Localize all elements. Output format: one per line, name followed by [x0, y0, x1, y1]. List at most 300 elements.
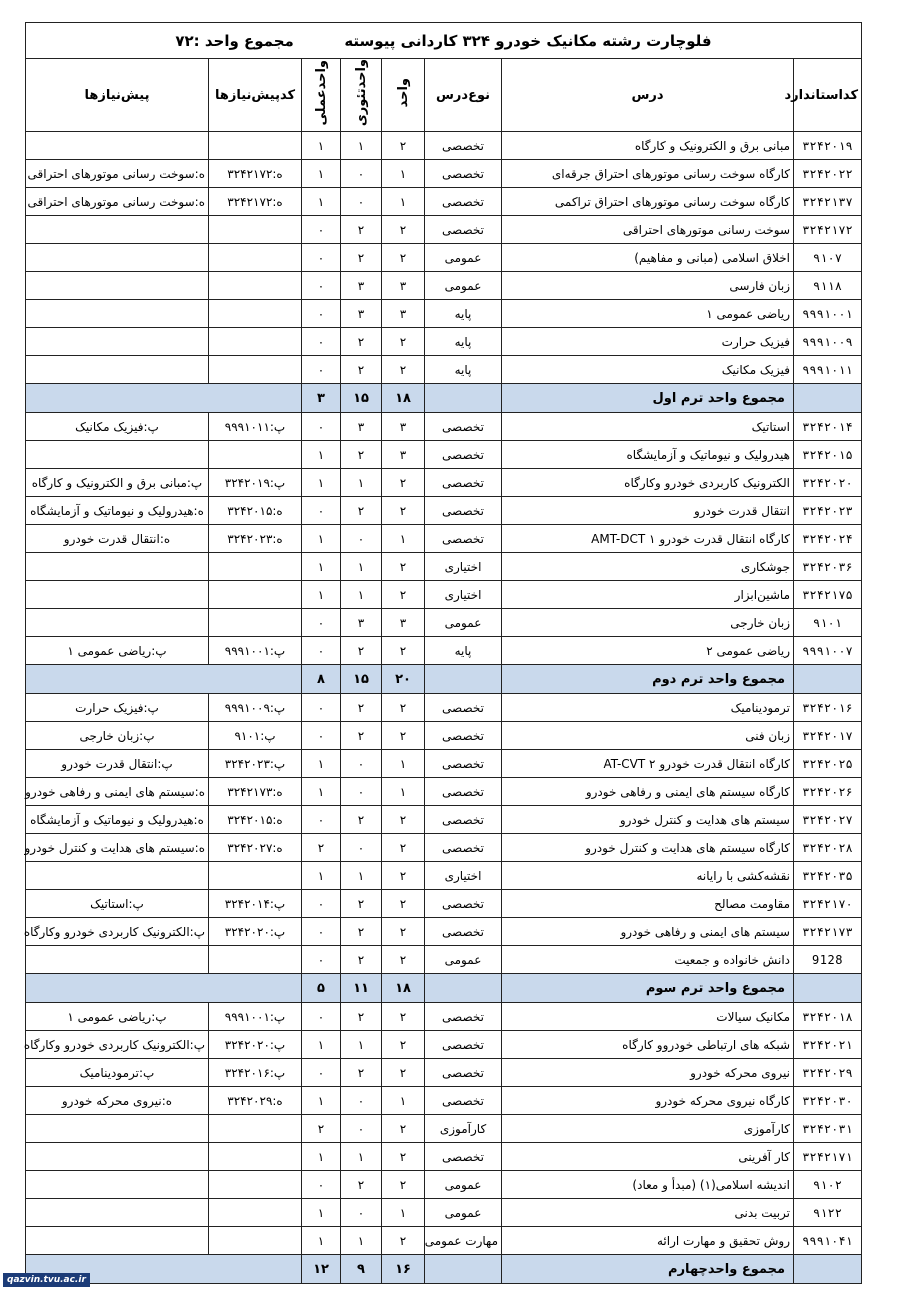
course-code: ۳۲۴۲۰۲۰: [794, 469, 862, 497]
flowchart-sheet: [23, 22, 862, 1284]
course-code: ۳۲۴۲۰۲۲: [794, 160, 862, 188]
course-theory: ۱: [341, 581, 382, 609]
course-name: ریاضی عمومی ۲: [502, 637, 794, 665]
course-row: [25, 1143, 861, 1171]
course-name: جوشکاری: [502, 553, 794, 581]
course-row: [25, 469, 861, 497]
course-practical: ۱: [302, 750, 341, 778]
course-type: تخصصی: [425, 188, 502, 216]
prereq-name: ه:سوخت رسانی موتورهای احتراقی: [25, 188, 208, 216]
summary-practical: ۱۲: [302, 1255, 341, 1284]
semester-summary-row: [25, 1255, 861, 1284]
course-theory: ۱: [341, 1031, 382, 1059]
course-name: کارآموزی: [502, 1115, 794, 1143]
prereq-name: ه:سوخت رسانی موتورهای احتراقی: [25, 160, 208, 188]
course-code: ۳۲۴۲۱۷۳: [794, 918, 862, 946]
semester-summary-row: [25, 974, 861, 1003]
prereq-code: پ:۹۹۹۱۰۱۱: [209, 413, 302, 441]
course-type: عمومی: [425, 1199, 502, 1227]
prereq-code: [209, 356, 302, 384]
course-type: تخصصی: [425, 694, 502, 722]
prereq-code: پ:۹۹۹۱۰۰۹: [209, 694, 302, 722]
course-type: تخصصی: [425, 806, 502, 834]
course-name: مقاومت مصالح: [502, 890, 794, 918]
course-name: زبان فنی: [502, 722, 794, 750]
prereq-name: [25, 328, 208, 356]
course-code: ۳۲۴۲۱۷۲: [794, 216, 862, 244]
course-theory: ۰: [341, 188, 382, 216]
course-type: اختیاری: [425, 862, 502, 890]
semester-summary-row: [25, 384, 861, 413]
course-units: ۲: [382, 1059, 425, 1087]
course-name: الکترونیک کاربردی خودرو وکارگاه: [502, 469, 794, 497]
summary-practical: ۳: [302, 384, 341, 413]
header-units: [382, 59, 425, 132]
prereq-code: [209, 132, 302, 160]
prereq-name: پ:الکترونیک کاربردی خودرو وکارگاه: [25, 1031, 208, 1059]
course-code: ۹۹۹۱۰۰۹: [794, 328, 862, 356]
course-practical: ۰: [302, 890, 341, 918]
header-prereq-code: کدپیش‌نیازها: [209, 59, 302, 132]
course-practical: ۱: [302, 160, 341, 188]
course-name: کارگاه انتقال قدرت خودرو ۲ AT-CVT: [502, 750, 794, 778]
course-row: [25, 1003, 861, 1031]
course-code: ۳۲۴۲۰۲۹: [794, 1059, 862, 1087]
course-code: ۳۲۴۲۰۱۹: [794, 132, 862, 160]
course-type: تخصصی: [425, 413, 502, 441]
course-type: تخصصی: [425, 918, 502, 946]
prereq-name: [25, 553, 208, 581]
course-code: ۹۱۰۱: [794, 609, 862, 637]
course-theory: ۲: [341, 918, 382, 946]
course-row: [25, 525, 861, 553]
course-row: [25, 553, 861, 581]
course-name: نیروی محرکه خودرو: [502, 1059, 794, 1087]
course-practical: ۰: [302, 328, 341, 356]
course-practical: ۰: [302, 497, 341, 525]
course-type: مهارت عمومی: [425, 1227, 502, 1255]
prereq-name: پ:الکترونیک کاربردی خودرو وکارگاه: [25, 918, 208, 946]
header-units-label: واحد: [395, 78, 411, 108]
prereq-name: [25, 1115, 208, 1143]
course-row: [25, 216, 861, 244]
prereq-name: پ:ترمودینامیک: [25, 1059, 208, 1087]
prereq-code: ه:۳۲۴۲۱۷۳: [209, 778, 302, 806]
course-units: ۲: [382, 216, 425, 244]
summary-type-empty: [425, 665, 502, 694]
prereq-code: پ:۳۲۴۲۰۲۰: [209, 1031, 302, 1059]
title-row: [25, 23, 861, 59]
course-name: مکانیک سیالات: [502, 1003, 794, 1031]
summary-units: ۲۰: [382, 665, 425, 694]
course-type: تخصصی: [425, 1003, 502, 1031]
course-type: تخصصی: [425, 750, 502, 778]
prereq-code: ه:۳۲۴۲۱۷۲: [209, 160, 302, 188]
course-name: نقشه‌کشی با رایانه: [502, 862, 794, 890]
prereq-name: [25, 862, 208, 890]
course-theory: ۲: [341, 1059, 382, 1087]
header-prereq: پیش‌نیازها: [25, 59, 208, 132]
course-name: زبان فارسی: [502, 272, 794, 300]
summary-code-empty: [794, 665, 862, 694]
course-row: [25, 890, 861, 918]
course-name: تربیت بدنی: [502, 1199, 794, 1227]
course-theory: ۱: [341, 132, 382, 160]
course-units: ۲: [382, 1227, 425, 1255]
prereq-name: پ:ریاضی عمومی ۱: [25, 637, 208, 665]
course-code: ۳۲۴۲۱۷۰: [794, 890, 862, 918]
course-name: انتقال قدرت خودرو: [502, 497, 794, 525]
prereq-name: پ:مبانی برق و الکترونیک و کارگاه: [25, 469, 208, 497]
course-practical: ۱: [302, 1031, 341, 1059]
course-theory: ۲: [341, 946, 382, 974]
course-type: عمومی: [425, 1171, 502, 1199]
course-code: ۳۲۴۲۰۲۴: [794, 525, 862, 553]
course-units: ۲: [382, 1171, 425, 1199]
course-row: [25, 441, 861, 469]
course-name: زبان خارجی: [502, 609, 794, 637]
course-name: مبانی برق و الکترونیک و کارگاه: [502, 132, 794, 160]
course-name: سیستم های هدایت و کنترل خودرو: [502, 806, 794, 834]
course-name: کارگاه نیروی محرکه خودرو: [502, 1087, 794, 1115]
prereq-name: [25, 216, 208, 244]
prereq-name: ه:هیدرولیک و نیوماتیک و آزمایشگاه: [25, 806, 208, 834]
course-theory: ۳: [341, 272, 382, 300]
course-name: فیزیک مکانیک: [502, 356, 794, 384]
prereq-name: [25, 1227, 208, 1255]
course-practical: ۱: [302, 188, 341, 216]
course-name: کار آفرینی: [502, 1143, 794, 1171]
course-theory: ۲: [341, 244, 382, 272]
course-type: عمومی: [425, 946, 502, 974]
course-name: سوخت رسانی موتورهای احتراقی: [502, 216, 794, 244]
course-practical: ۰: [302, 609, 341, 637]
course-row: [25, 132, 861, 160]
prereq-code: ه:۳۲۴۲۰۲۳: [209, 525, 302, 553]
course-units: ۲: [382, 918, 425, 946]
course-type: تخصصی: [425, 1087, 502, 1115]
course-name: اندیشه اسلامی(۱) (مبدأ و معاد): [502, 1171, 794, 1199]
course-row: [25, 188, 861, 216]
prereq-name: [25, 300, 208, 328]
prereq-name: [25, 946, 208, 974]
course-units: ۲: [382, 694, 425, 722]
summary-theory: ۱۱: [341, 974, 382, 1003]
course-row: [25, 806, 861, 834]
course-type: تخصصی: [425, 890, 502, 918]
course-practical: ۰: [302, 806, 341, 834]
summary-type-empty: [425, 384, 502, 413]
course-theory: ۲: [341, 694, 382, 722]
site-logo: qazvin.tvu.ac.ir: [3, 1273, 90, 1287]
prereq-code: [209, 946, 302, 974]
prereq-code: [209, 862, 302, 890]
prereq-name: [25, 1171, 208, 1199]
course-code: 9128: [794, 946, 862, 974]
course-type: کارآموزی: [425, 1115, 502, 1143]
course-row: [25, 1087, 861, 1115]
course-name: دانش خانواده و جمعیت: [502, 946, 794, 974]
prereq-code: پ:۹۱۰۱: [209, 722, 302, 750]
prereq-code: [209, 553, 302, 581]
course-practical: ۱: [302, 553, 341, 581]
summary-prereq-empty: [25, 384, 301, 413]
course-practical: ۰: [302, 413, 341, 441]
course-practical: ۰: [302, 694, 341, 722]
prereq-code: [209, 441, 302, 469]
course-units: ۳: [382, 441, 425, 469]
course-code: ۹۹۹۱۰۴۱: [794, 1227, 862, 1255]
title-total: مجموع واحد :۷۲: [175, 31, 294, 50]
prereq-name: پ:فیزیک حرارت: [25, 694, 208, 722]
course-name: ترمودینامیک: [502, 694, 794, 722]
header-type: نوع‌درس: [425, 59, 502, 132]
summary-theory: ۱۵: [341, 665, 382, 694]
course-practical: ۰: [302, 272, 341, 300]
course-units: ۲: [382, 806, 425, 834]
course-practical: ۱: [302, 1087, 341, 1115]
header-row: [25, 59, 861, 132]
prereq-code: [209, 581, 302, 609]
course-name: کارگاه سوخت رسانی موتورهای احتراق تراکمی: [502, 188, 794, 216]
course-units: ۱: [382, 1087, 425, 1115]
prereq-code: [209, 1227, 302, 1255]
course-code: ۳۲۴۲۰۳۱: [794, 1115, 862, 1143]
course-row: [25, 722, 861, 750]
course-type: پایه: [425, 637, 502, 665]
course-code: ۹۱۰۷: [794, 244, 862, 272]
course-theory: ۱: [341, 469, 382, 497]
course-practical: ۰: [302, 1003, 341, 1031]
course-theory: ۱: [341, 862, 382, 890]
course-row: [25, 1059, 861, 1087]
header-course: درس: [502, 59, 794, 132]
course-code: ۳۲۴۲۰۱۸: [794, 1003, 862, 1031]
course-practical: ۱: [302, 132, 341, 160]
prereq-name: ه:سیستم های ایمنی و رفاهی خودرو: [25, 778, 208, 806]
course-theory: ۲: [341, 356, 382, 384]
course-row: [25, 1227, 861, 1255]
summary-practical: ۵: [302, 974, 341, 1003]
prereq-code: پ:۳۲۴۲۰۱۴: [209, 890, 302, 918]
course-name: سیستم های ایمنی و رفاهی خودرو: [502, 918, 794, 946]
prereq-code: پ:۳۲۴۲۰۲۰: [209, 918, 302, 946]
prereq-name: [25, 272, 208, 300]
prereq-name: ه:انتقال قدرت خودرو: [25, 525, 208, 553]
course-units: ۲: [382, 581, 425, 609]
course-theory: ۲: [341, 441, 382, 469]
summary-theory: ۱۵: [341, 384, 382, 413]
course-units: ۳: [382, 413, 425, 441]
title-main: فلوچارت رشته مکانیک خودرو ۳۲۴ کاردانی پیوسته: [344, 31, 712, 50]
course-row: [25, 834, 861, 862]
course-units: ۱: [382, 778, 425, 806]
course-row: [25, 356, 861, 384]
course-row: [25, 160, 861, 188]
page-title: [25, 23, 861, 59]
course-code: ۹۹۹۱۰۰۷: [794, 637, 862, 665]
course-type: تخصصی: [425, 525, 502, 553]
course-type: اختیاری: [425, 581, 502, 609]
prereq-name: ه:هیدرولیک و نیوماتیک و آزمایشگاه: [25, 497, 208, 525]
prereq-code: پ:۳۲۴۲۰۱۶: [209, 1059, 302, 1087]
course-units: ۱: [382, 525, 425, 553]
course-practical: ۰: [302, 1171, 341, 1199]
course-type: تخصصی: [425, 441, 502, 469]
course-code: ۳۲۴۲۰۲۷: [794, 806, 862, 834]
prereq-code: پ:۳۲۴۲۰۱۹: [209, 469, 302, 497]
course-code: ۳۲۴۲۱۷۵: [794, 581, 862, 609]
course-theory: ۰: [341, 1199, 382, 1227]
course-practical: ۰: [302, 946, 341, 974]
course-name: استاتیک: [502, 413, 794, 441]
course-code: ۹۱۰۲: [794, 1171, 862, 1199]
course-units: ۲: [382, 244, 425, 272]
header-practical: [302, 59, 341, 132]
prereq-code: پ:۹۹۹۱۰۰۱: [209, 1003, 302, 1031]
summary-code-empty: [794, 384, 862, 413]
course-name: کارگاه سیستم های هدایت و کنترل خودرو: [502, 834, 794, 862]
course-theory: ۰: [341, 525, 382, 553]
course-code: ۳۲۴۲۰۲۵: [794, 750, 862, 778]
course-code: ۳۲۴۲۰۳۵: [794, 862, 862, 890]
prereq-code: [209, 609, 302, 637]
course-practical: ۱: [302, 441, 341, 469]
course-type: تخصصی: [425, 778, 502, 806]
course-units: ۲: [382, 722, 425, 750]
prereq-code: [209, 1171, 302, 1199]
prereq-name: [25, 244, 208, 272]
course-units: ۳: [382, 609, 425, 637]
course-name: شبکه های ارتباطی خودروو کارگاه: [502, 1031, 794, 1059]
prereq-name: پ:فیزیک مکانیک: [25, 413, 208, 441]
prereq-code: پ:۳۲۴۲۰۲۳: [209, 750, 302, 778]
prereq-code: [209, 1115, 302, 1143]
course-row: [25, 609, 861, 637]
prereq-code: [209, 1143, 302, 1171]
course-code: ۳۲۴۲۰۲۳: [794, 497, 862, 525]
course-row: [25, 918, 861, 946]
course-row: [25, 1115, 861, 1143]
course-practical: ۰: [302, 216, 341, 244]
header-practical-label: واحدعملی: [313, 60, 329, 126]
course-practical: ۱: [302, 581, 341, 609]
course-type: عمومی: [425, 272, 502, 300]
prereq-code: ه:۳۲۴۲۱۷۲: [209, 188, 302, 216]
course-units: ۱: [382, 1199, 425, 1227]
course-row: [25, 300, 861, 328]
course-units: ۱: [382, 750, 425, 778]
course-units: ۲: [382, 132, 425, 160]
course-code: ۳۲۴۲۰۲۱: [794, 1031, 862, 1059]
course-name: کارگاه سوخت رسانی موتورهای احتراق جرقه‌ای: [502, 160, 794, 188]
prereq-name: پ:ریاضی عمومی ۱: [25, 1003, 208, 1031]
prereq-code: [209, 1199, 302, 1227]
summary-theory: ۹: [341, 1255, 382, 1284]
course-units: ۳: [382, 300, 425, 328]
course-code: ۹۱۱۸: [794, 272, 862, 300]
summary-prereq-empty: [25, 665, 301, 694]
table-body: [25, 132, 861, 1284]
course-theory: ۱: [341, 553, 382, 581]
course-row: [25, 946, 861, 974]
course-row: [25, 581, 861, 609]
course-theory: ۲: [341, 722, 382, 750]
course-theory: ۳: [341, 413, 382, 441]
course-code: ۳۲۴۲۰۲۶: [794, 778, 862, 806]
course-units: ۲: [382, 1031, 425, 1059]
course-units: ۲: [382, 328, 425, 356]
course-theory: ۲: [341, 216, 382, 244]
course-name: اخلاق اسلامی (مبانی و مفاهیم): [502, 244, 794, 272]
course-theory: ۰: [341, 750, 382, 778]
course-theory: ۲: [341, 1003, 382, 1031]
prereq-code: پ:۹۹۹۱۰۰۱: [209, 637, 302, 665]
course-units: ۲: [382, 637, 425, 665]
course-units: ۳: [382, 272, 425, 300]
course-theory: ۳: [341, 609, 382, 637]
course-row: [25, 637, 861, 665]
prereq-name: [25, 441, 208, 469]
course-code: ۹۱۲۲: [794, 1199, 862, 1227]
course-units: ۲: [382, 553, 425, 581]
course-type: پایه: [425, 356, 502, 384]
course-name: فیزیک حرارت: [502, 328, 794, 356]
prereq-code: [209, 244, 302, 272]
course-theory: ۰: [341, 778, 382, 806]
course-practical: ۱: [302, 1227, 341, 1255]
course-name: هیدرولیک و نیوماتیک و آزمایشگاه: [502, 441, 794, 469]
course-type: تخصصی: [425, 469, 502, 497]
course-row: [25, 413, 861, 441]
course-name: کارگاه سیستم های ایمنی و رفاهی خودرو: [502, 778, 794, 806]
course-theory: ۲: [341, 328, 382, 356]
course-practical: ۰: [302, 722, 341, 750]
course-type: پایه: [425, 300, 502, 328]
semester-summary-row: [25, 665, 861, 694]
course-theory: ۳: [341, 300, 382, 328]
course-type: تخصصی: [425, 132, 502, 160]
prereq-name: [25, 356, 208, 384]
prereq-name: پ:زبان خارجی: [25, 722, 208, 750]
course-practical: ۲: [302, 834, 341, 862]
course-units: ۱: [382, 160, 425, 188]
summary-label: مجموع واحد ترم دوم: [502, 665, 794, 694]
summary-units: ۱۸: [382, 384, 425, 413]
prereq-code: [209, 272, 302, 300]
course-type: تخصصی: [425, 1143, 502, 1171]
course-units: ۲: [382, 1115, 425, 1143]
course-practical: ۲: [302, 1115, 341, 1143]
prereq-name: [25, 581, 208, 609]
course-theory: ۲: [341, 497, 382, 525]
course-code: ۳۲۴۲۱۷۱: [794, 1143, 862, 1171]
prereq-code: ه:۳۲۴۲۰۱۵: [209, 806, 302, 834]
course-code: ۳۲۴۲۰۱۷: [794, 722, 862, 750]
course-row: [25, 862, 861, 890]
course-units: ۲: [382, 1143, 425, 1171]
course-practical: ۰: [302, 1059, 341, 1087]
prereq-code: [209, 216, 302, 244]
course-theory: ۲: [341, 1171, 382, 1199]
course-theory: ۱: [341, 1227, 382, 1255]
course-theory: ۲: [341, 806, 382, 834]
course-code: ۳۲۴۲۰۳۰: [794, 1087, 862, 1115]
course-units: ۲: [382, 890, 425, 918]
course-row: [25, 778, 861, 806]
course-units: ۲: [382, 469, 425, 497]
course-practical: ۰: [302, 918, 341, 946]
